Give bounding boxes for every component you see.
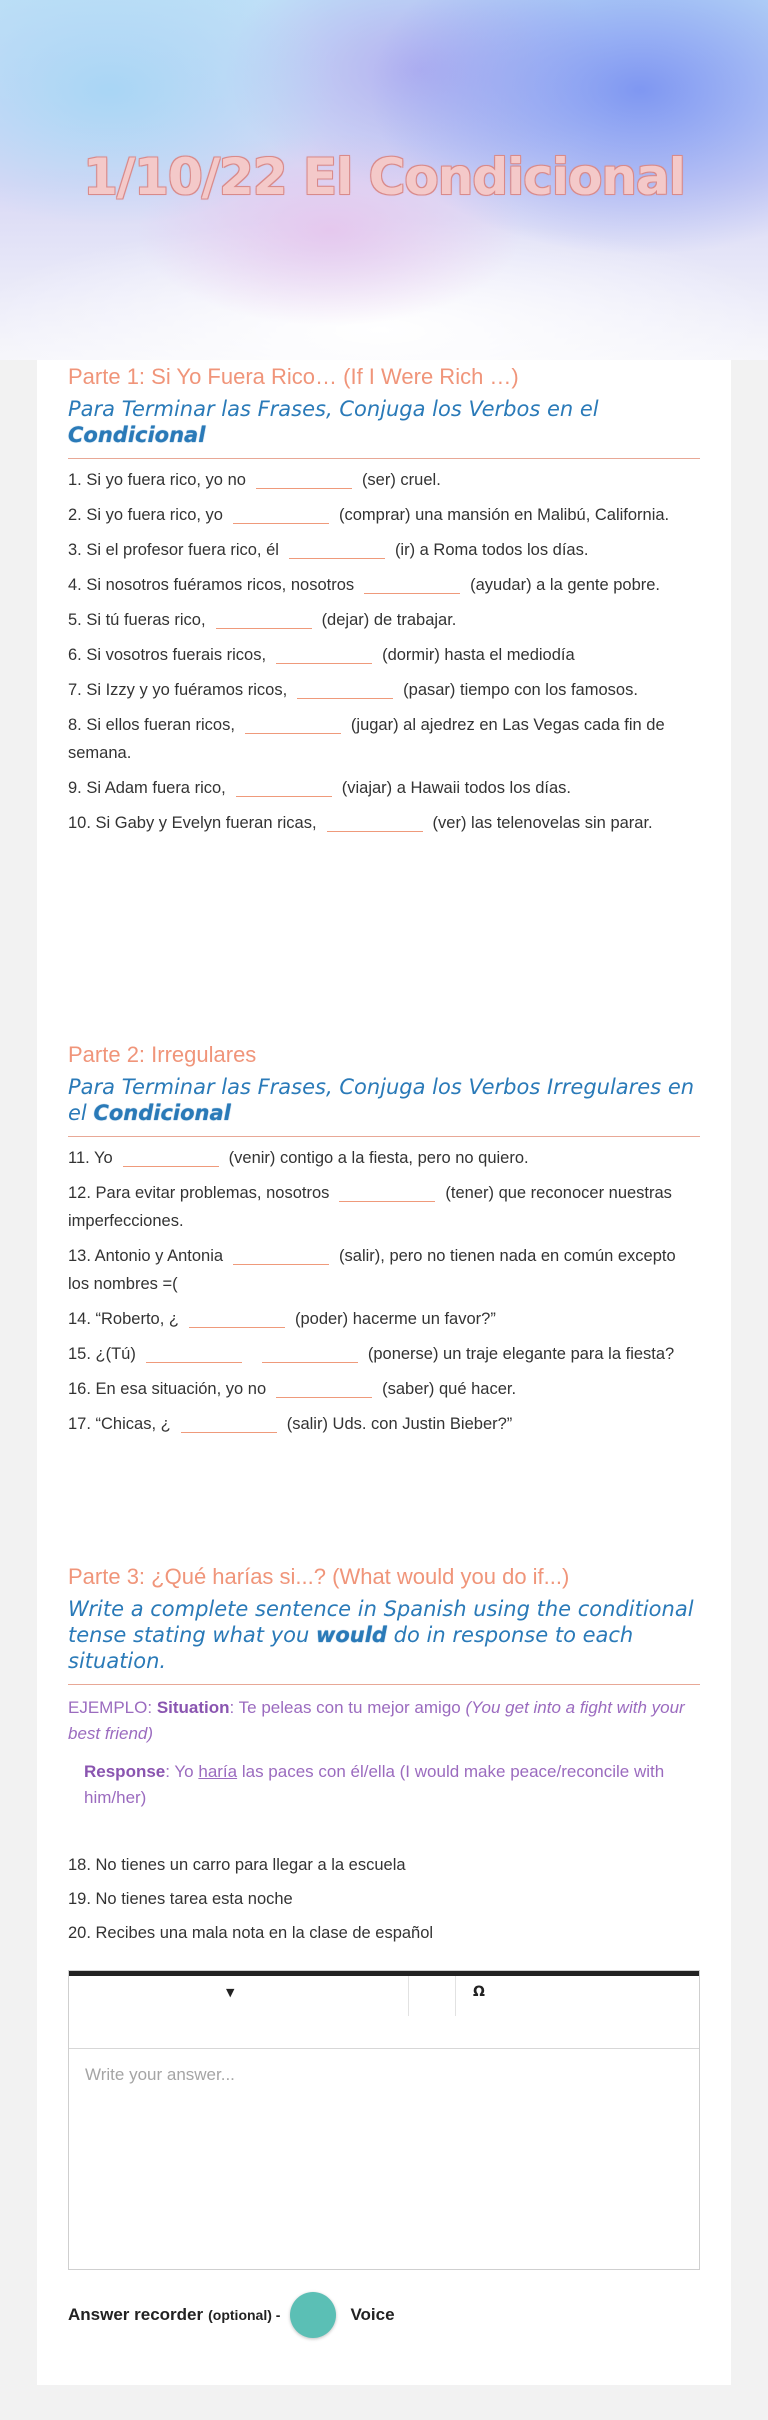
question-item <box>68 1179 700 1235</box>
question-item <box>68 466 700 494</box>
page-title: 1/10/22 El Condicional <box>83 148 685 206</box>
recorder-label: Answer recorder <box>68 2305 204 2324</box>
answer-textarea[interactable]: Write your answer... <box>85 2065 235 2084</box>
part1-subtitle: Para Terminar las Frases, Conjuga los Verbos en el Condicional <box>68 397 599 447</box>
editor-toolbar <box>69 1971 699 2049</box>
question-text: 4. Si nosotros fuéramos ricos, nosotros <box>68 576 355 594</box>
question-item <box>68 711 700 767</box>
question-text: (salir), pero no tienen nada en común excepto los nombres =( <box>68 1247 676 1293</box>
answer-blank-input[interactable] <box>233 506 329 524</box>
question-text: (ser) cruel. <box>361 471 441 489</box>
question-item <box>68 809 700 837</box>
answer-blank-input[interactable] <box>339 1184 435 1202</box>
answer-recorder <box>68 2292 395 2338</box>
question-item <box>68 641 700 669</box>
question-text: 1. Si yo fuera rico, yo no <box>68 471 246 489</box>
divider <box>68 1684 700 1685</box>
answer-blank-input[interactable] <box>364 576 460 594</box>
question-text: 11. Yo <box>68 1149 113 1167</box>
divider <box>68 1136 700 1137</box>
divider <box>68 458 700 459</box>
part1-title: Parte 1: Si Yo Fuera Rico… (If I Were Rich …) <box>68 364 519 389</box>
question-text: (viajar) a Hawaii todos los días. <box>341 779 572 797</box>
record-button[interactable] <box>290 2292 336 2338</box>
question-text: 13. Antonio y Antonia <box>68 1247 224 1265</box>
answer-blank-input[interactable] <box>327 814 423 832</box>
question-text: (ponerse) un traje elegante para la fiesta? <box>367 1345 675 1363</box>
question-item <box>68 571 700 599</box>
question-text: 17. “Chicas, ¿ <box>68 1415 171 1433</box>
part2-title: Parte 2: Irregulares <box>68 1042 257 1067</box>
question-text: 7. Si Izzy y yo fuéramos ricos, <box>68 681 288 699</box>
special-characters-button[interactable]: Ω <box>473 1984 485 2000</box>
dropdown-arrow-icon[interactable]: ▼ <box>226 1986 235 1999</box>
worksheet-card <box>37 360 731 2385</box>
situation-item: 19. No tienes tarea esta noche <box>68 1890 293 1908</box>
situation-item: 20. Recibes una mala nota en la clase de español <box>68 1924 434 1942</box>
header-banner <box>0 0 768 360</box>
question-text: (venir) contigo a la fiesta, pero no quiero. <box>228 1149 529 1167</box>
question-item <box>68 1242 700 1298</box>
question-text: 8. Si ellos fueran ricos, <box>68 716 235 734</box>
question-text: 9. Si Adam fuera rico, <box>68 779 226 797</box>
question-item <box>68 536 700 564</box>
question-text: (ayudar) a la gente pobre. <box>470 576 660 594</box>
question-text: 15. ¿(Tú) <box>68 1345 136 1363</box>
question-text: (ver) las telenovelas sin parar. <box>432 814 653 832</box>
question-item <box>68 1144 700 1172</box>
answer-blank-input[interactable] <box>233 1247 329 1265</box>
question-item <box>68 606 700 634</box>
example-response: Response: Yo haría las paces con él/ella (I would make peace/reconcile with him/her) <box>84 1762 665 1807</box>
part3-title: Parte 3: ¿Qué harías si...? (What would you do if...) <box>68 1564 570 1589</box>
question-text: 2. Si yo fuera rico, yo <box>68 506 223 524</box>
question-item <box>68 774 700 802</box>
question-text: (dormir) hasta el mediodía <box>382 646 575 664</box>
question-text: (tener) que reconocer nuestras imperfecciones. <box>68 1184 672 1230</box>
question-item <box>68 1375 700 1403</box>
example-situation: EJEMPLO: Situation: Te peleas con tu mejor amigo (You get into a fight with your best friend) <box>68 1698 685 1743</box>
answer-blank-input[interactable] <box>181 1415 277 1433</box>
question-text: (poder) hacerme un favor?” <box>294 1310 496 1328</box>
recorder-voice-label: Voice <box>350 2305 395 2324</box>
question-item <box>68 1410 700 1438</box>
question-text: 10. Si Gaby y Evelyn fueran ricas, <box>68 814 317 832</box>
part2-questions <box>68 1144 700 1438</box>
question-text: (jugar) al ajedrez en Las Vegas cada fin de semana. <box>68 716 665 762</box>
answer-editor <box>68 1970 700 2270</box>
answer-blank-input[interactable] <box>123 1149 219 1167</box>
part3-subtitle: Write a complete sentence in Spanish using the conditional tense stating what you would do in response to each situation. <box>68 1597 694 1673</box>
question-text: 12. Para evitar problemas, nosotros <box>68 1184 330 1202</box>
answer-blank-input[interactable] <box>289 541 385 559</box>
answer-blank-input[interactable] <box>262 1345 358 1363</box>
answer-blank-input[interactable] <box>245 716 341 734</box>
question-item <box>68 676 700 704</box>
toolbar-divider <box>455 1976 456 2016</box>
question-item <box>68 1340 700 1368</box>
part1-questions <box>68 466 700 837</box>
part3-section <box>68 1564 700 1947</box>
question-text: (salir) Uds. con Justin Bieber?” <box>286 1415 513 1433</box>
question-text: 5. Si tú fueras rico, <box>68 611 206 629</box>
question-text: (comprar) una mansión en Malibú, California. <box>339 506 670 524</box>
recorder-optional: (optional) - <box>208 2307 281 2323</box>
question-item <box>68 501 700 529</box>
question-text: 16. En esa situación, yo no <box>68 1380 267 1398</box>
answer-blank-input[interactable] <box>189 1310 285 1328</box>
situation-item: 18. No tienes un carro para llegar a la escuela <box>68 1856 406 1874</box>
question-item <box>68 1305 700 1333</box>
answer-blank-input[interactable] <box>276 1380 372 1398</box>
question-text: 3. Si el profesor fuera rico, él <box>68 541 279 559</box>
part2-subtitle: Para Terminar las Frases, Conjuga los Verbos Irregulares en el Condicional <box>68 1075 695 1125</box>
part3-items <box>68 1851 700 1947</box>
answer-blank-input[interactable] <box>276 646 372 664</box>
question-text: 6. Si vosotros fuerais ricos, <box>68 646 267 664</box>
answer-blank-input[interactable] <box>216 611 312 629</box>
answer-blank-input[interactable] <box>236 779 332 797</box>
part2-section <box>68 1042 700 1438</box>
question-text: 14. “Roberto, ¿ <box>68 1310 179 1328</box>
question-text: (dejar) de trabajar. <box>321 611 457 629</box>
answer-blank-input[interactable] <box>256 471 352 489</box>
answer-blank-input[interactable] <box>146 1345 242 1363</box>
question-text: (saber) qué hacer. <box>382 1380 517 1398</box>
answer-blank-input[interactable] <box>297 681 393 699</box>
question-text: (ir) a Roma todos los días. <box>394 541 589 559</box>
question-text: (pasar) tiempo con los famosos. <box>403 681 638 699</box>
toolbar-divider <box>408 1976 409 2016</box>
part1-section <box>68 361 700 837</box>
